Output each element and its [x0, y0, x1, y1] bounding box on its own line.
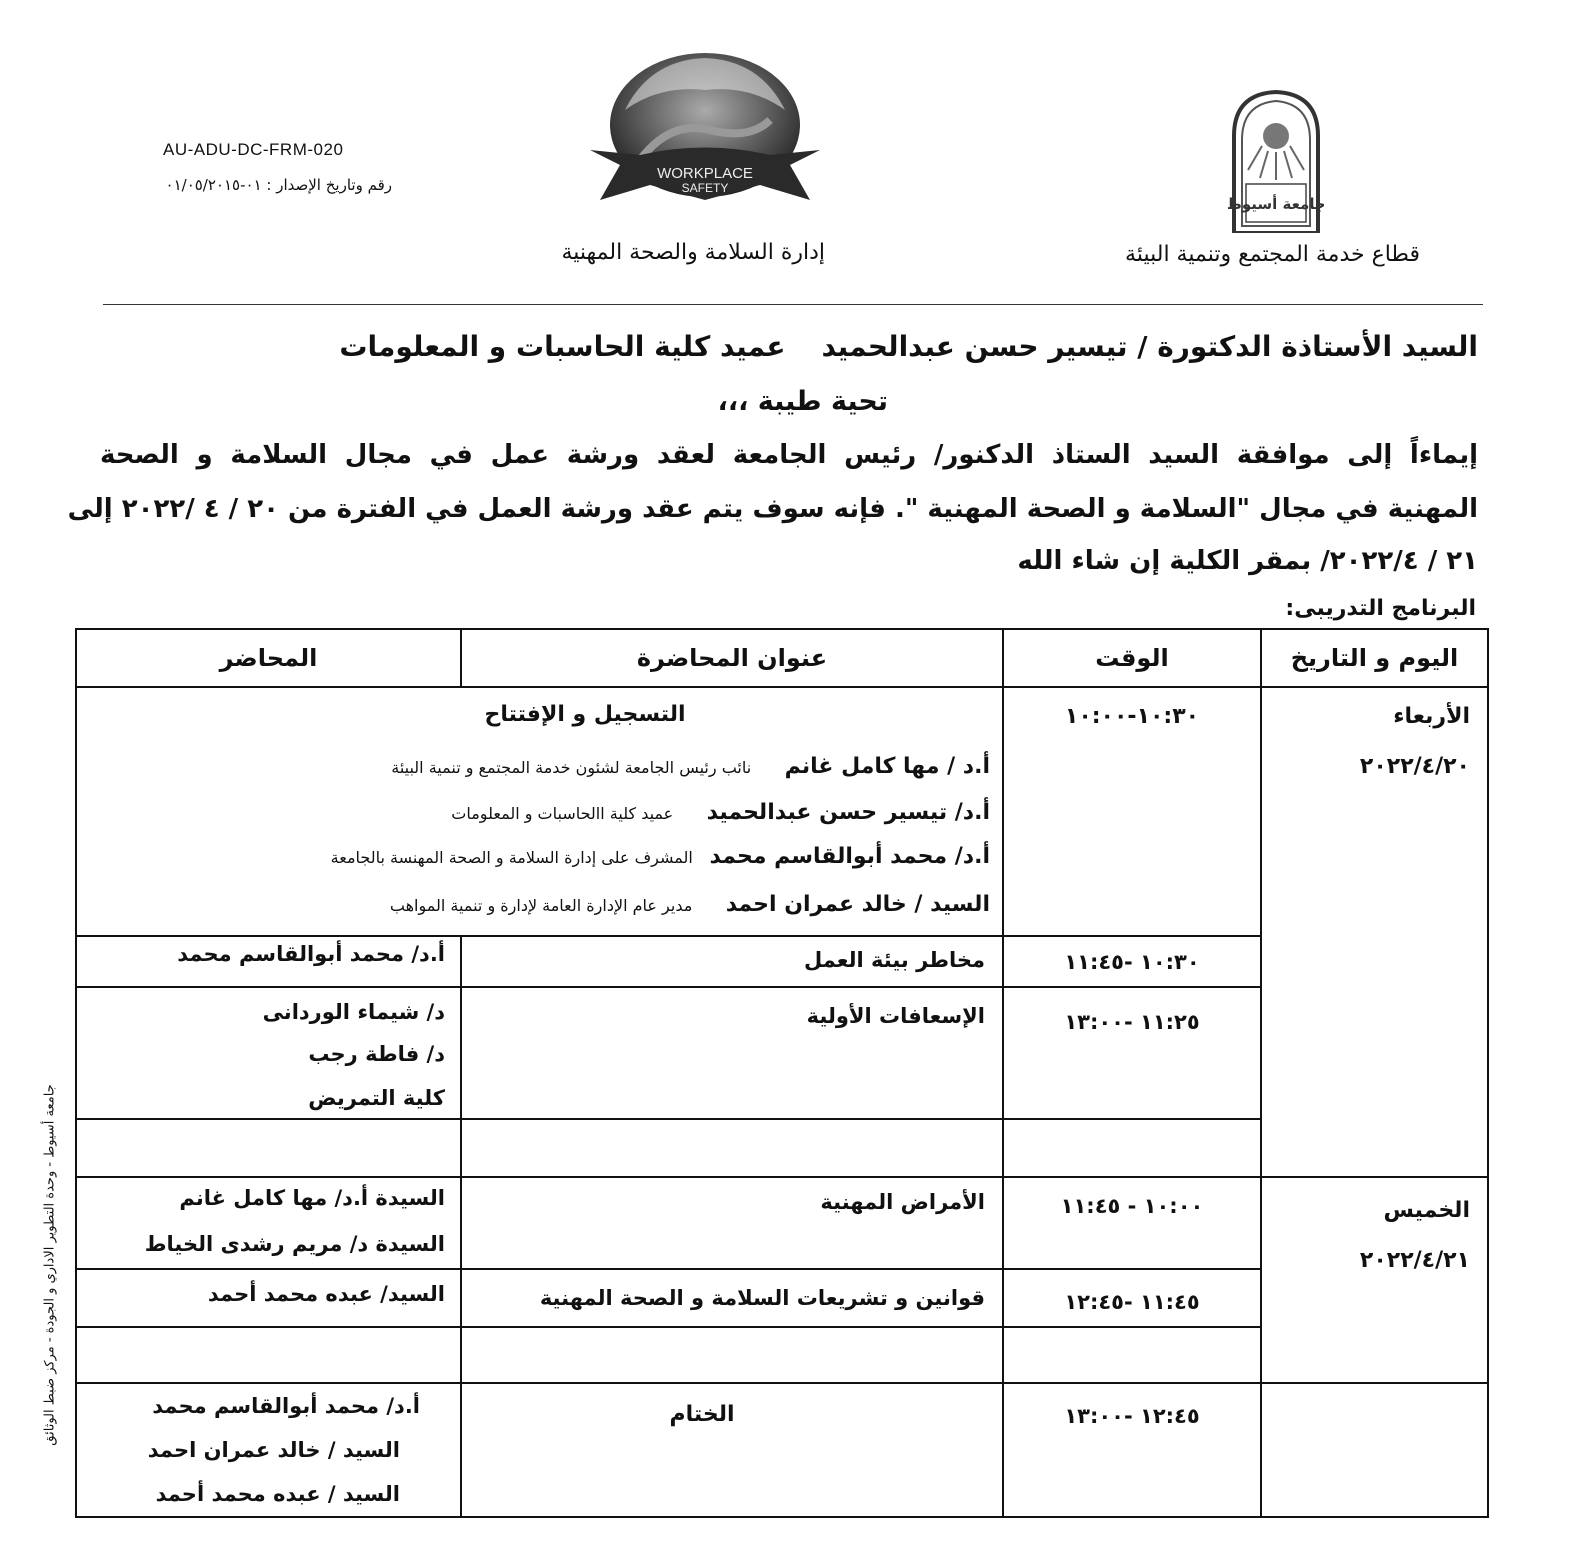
sector-name: قطاع خدمة المجتمع وتنمية البيئة — [1125, 242, 1420, 267]
speaker-name: أ.د/ محمد أبوالقاسم محمد — [709, 844, 990, 869]
day1-date: ٢٠٢٢/٤/٢٠ — [1359, 754, 1470, 779]
opening-speaker-4 — [115, 892, 990, 917]
day2-date: ٢٠٢٢/٤/٢١ — [1359, 1248, 1470, 1273]
opening-speaker-3 — [115, 844, 990, 869]
session5-lecturer-1: أ.د/ محمد أبوالقاسم محمد — [152, 1394, 420, 1418]
row-divider-3 — [75, 1118, 1262, 1120]
addressee-name: السيد الأستاذة الدكتورة / تيسير حسن عبدالحميد — [821, 330, 1478, 363]
session1-lecturer: أ.د/ محمد أبوالقاسم محمد — [177, 942, 445, 966]
header-time: الوقت — [1095, 644, 1169, 672]
table-border-top — [75, 628, 1489, 630]
opening-speaker-1 — [115, 754, 990, 779]
issue-date: رقم وتاريخ الإصدار : ٠١-٠١/٠٥/٢٠١٥ — [165, 176, 392, 194]
speaker-name: أ.د/ تيسير حسن عبدالحميد — [706, 800, 990, 825]
session4-lecturer: السيد/ عبده محمد أحمد — [207, 1282, 445, 1306]
table-border-bottom — [75, 1516, 1489, 1518]
header-day-date: اليوم و التاريخ — [1290, 644, 1459, 672]
speaker-name: السيد / خالد عمران احمد — [725, 892, 990, 917]
session3-lecturer-2: السيدة د/ مريم رشدى الخياط — [144, 1232, 445, 1256]
body-line-1: إيماءاً إلى موافقة السيد الستاذ الدكنور/ رئيس الجامعة لعقد ورشة عمل في مجال السلامة و الصحة — [100, 440, 1478, 470]
session2-lecturer-1: د/ شيماء الوردانى — [262, 1000, 445, 1024]
row-divider-4 — [75, 1268, 1262, 1270]
session4-time: ١١:٤٥ -١٢:٤٥ — [1064, 1290, 1200, 1314]
addressee-line — [100, 330, 1478, 363]
session2-time: ١١:٢٥ -١٣:٠٠ — [1064, 1010, 1200, 1034]
session5-lecturer-3: السيد / عبده محمد أحمد — [155, 1482, 400, 1506]
schedule-table — [75, 628, 1489, 1518]
day1-name: الأربعاء — [1393, 704, 1470, 729]
header-divider — [103, 304, 1483, 305]
table-border-left — [75, 628, 77, 1518]
opening-time: ١٠:٣٠-١٠:٠٠ — [1064, 704, 1200, 729]
session2-lecturer-3: كلية التمريض — [308, 1086, 445, 1110]
opening-title: التسجيل و الإفتتاح — [484, 702, 686, 727]
header-lecture-title: عنوان المحاضرة — [636, 644, 828, 672]
svg-text:SAFETY: SAFETY — [681, 181, 729, 195]
session3-lecturer-1: السيدة أ.د/ مها كامل غانم — [179, 1186, 445, 1210]
session2-title: الإسعافات الأولية — [806, 1004, 985, 1028]
table-border-right — [1487, 628, 1489, 1518]
row-divider-day — [75, 1176, 1489, 1178]
university-logo — [1228, 88, 1324, 233]
session5-time: ١٢:٤٥ -١٣:٠٠ — [1064, 1404, 1200, 1428]
col-divider-title — [460, 935, 462, 1516]
row-divider-1 — [75, 935, 1262, 937]
document-control-stamp: جامعة أسيوط - وحدة التطوير الاداري و الجودة - مركز ضبط الوثائق — [42, 1084, 58, 1446]
speaker-role: المشرف على إدارة السلامة و الصحة المهنسة بالجامعة — [330, 848, 693, 867]
session3-time: ١٠:٠٠ - ١١:٤٥ — [1060, 1194, 1204, 1218]
row-divider-6 — [75, 1382, 1489, 1384]
speaker-name: أ.د / مها كامل غانم — [784, 754, 990, 779]
program-title: البرنامج التدريبى: — [1285, 596, 1476, 621]
workplace-safety-logo — [580, 50, 830, 225]
speaker-role: مدير عام الإدارة العامة لإدارة و تنمية المواهب — [389, 896, 693, 915]
addressee-title: عميد كلية الحاسبات و المعلومات — [339, 330, 786, 363]
speaker-role: نائب رئيس الجامعة لشئون خدمة المجتمع و تنمية البيئة — [391, 758, 752, 777]
day2-name: الخميس — [1383, 1198, 1470, 1223]
row-divider-2 — [75, 986, 1262, 988]
session3-title: الأمراض المهنية — [820, 1190, 985, 1214]
body-line-2: المهنية في مجال "السلامة و الصحة المهنية ". فإنه سوف يتم عقد ورشة العمل في الفترة من ٢٠ / ٤ /٢٠٢٢ إلى — [67, 494, 1478, 524]
body-line-3: ٢١ / ٢٠٢٢/٤/ بمقر الكلية إن شاء الله — [1017, 546, 1478, 576]
header-row-divider — [75, 686, 1489, 688]
row-divider-5 — [75, 1326, 1262, 1328]
session4-title: قوانين و تشريعات السلامة و الصحة المهنية — [539, 1286, 985, 1310]
session2-lecturer-2: د/ فاطة رجب — [308, 1042, 445, 1066]
speaker-role: عميد كلية االحاسبات و المعلومات — [451, 804, 674, 823]
session1-time: ١٠:٣٠ -١١:٤٥ — [1064, 950, 1200, 974]
form-code: AU-ADU-DC-FRM-020 — [163, 140, 344, 159]
svg-text:WORKPLACE: WORKPLACE — [657, 165, 753, 182]
session5-title: الختام — [669, 1402, 735, 1427]
department-name: إدارة السلامة والصحة المهنية — [561, 240, 825, 265]
opening-speaker-2 — [115, 800, 990, 825]
session1-title: مخاطر بيئة العمل — [803, 948, 985, 972]
greeting: تحية طيبة ،،، — [717, 386, 888, 417]
session5-lecturer-2: السيد / خالد عمران احمد — [147, 1438, 400, 1462]
header-lecturer: المحاضر — [219, 644, 318, 672]
svg-text:جامعة أسيوط: جامعة أسيوط — [1228, 195, 1324, 213]
